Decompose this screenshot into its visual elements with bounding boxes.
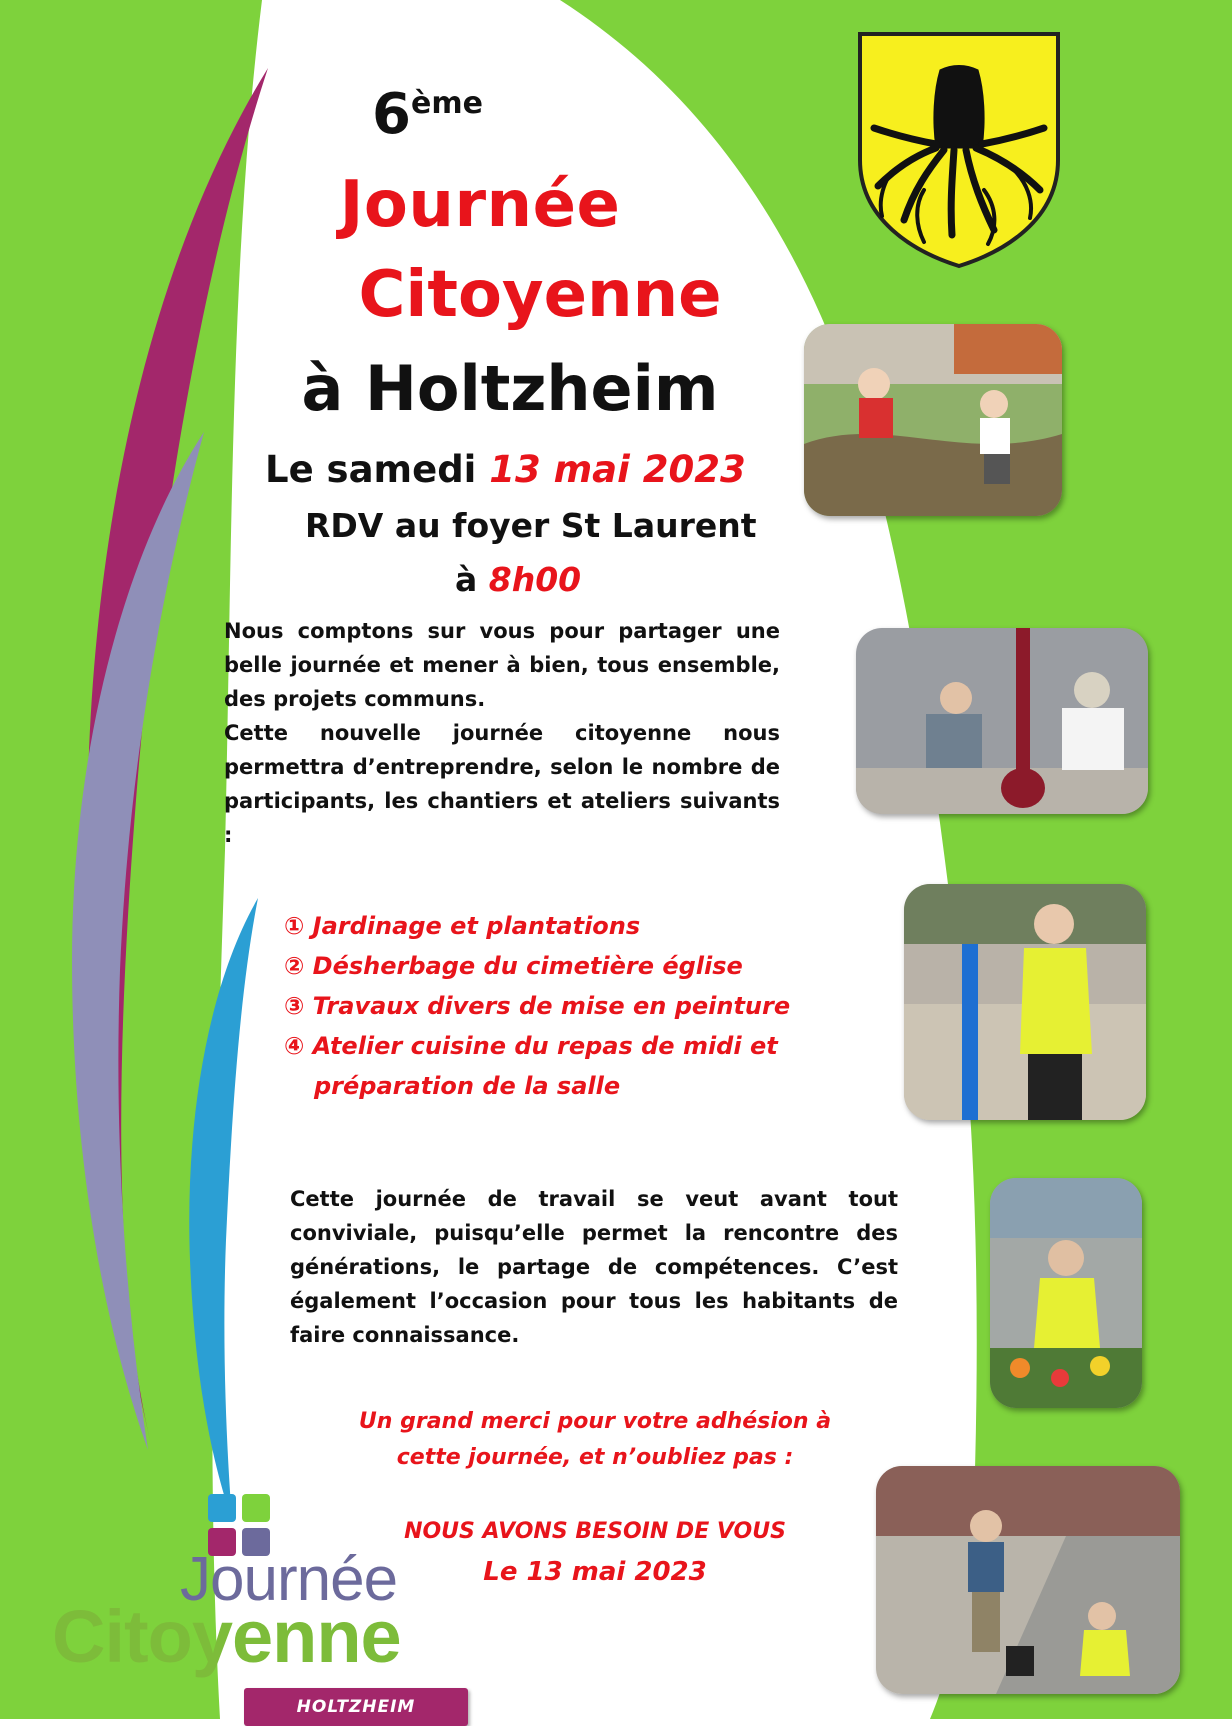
- logo-town-banner: [244, 1688, 468, 1726]
- thanks-line-2: cette journée, et n’oubliez pas :: [396, 1445, 794, 1470]
- activities-list: [284, 906, 844, 1106]
- edition-suffix: ème: [410, 86, 483, 121]
- intro-text: [224, 614, 780, 852]
- logo-word-journee: Journée: [180, 1545, 398, 1614]
- meeting-place: RDV au foyer St Laurent: [305, 506, 757, 545]
- logo-town-name: HOLTZHEIM: [296, 1697, 416, 1717]
- activity-item: ① Jardinage et plantations: [284, 912, 641, 940]
- photo-volunteer-vest: [904, 884, 1146, 1120]
- logo-square-tree-icon: [242, 1494, 270, 1522]
- journee-citoyenne-logo: [52, 1494, 492, 1717]
- intro-paragraph-1: Nous comptons sur vous pour partager une belle journée et mener à bien, tous ensemble, des projets communs.: [224, 619, 780, 711]
- photo-cemetery-work: [876, 1466, 1180, 1694]
- intro-paragraph-2: Cette nouvelle journée citoyenne nous permettra d’entreprendre, selon le nombre de participants, les chantiers et ateliers suivants :: [224, 721, 780, 847]
- photo-painting-lamppost: [856, 628, 1148, 814]
- event-date: Le samedi 13 mai 2023: [265, 448, 746, 491]
- thanks-line-1: Un grand merci pour votre adhésion à: [358, 1409, 832, 1434]
- edition-number: 6ème: [372, 82, 483, 147]
- need-you-line: NOUS AVONS BESOIN DE VOUS: [404, 1519, 786, 1544]
- photo-flower-bed: [990, 1178, 1142, 1408]
- activity-item-continuation: préparation de la salle: [314, 1072, 621, 1100]
- logo-square-people-icon: [208, 1494, 236, 1522]
- conviviality-text: Cette journée de travail se veut avant tout conviviale, puisqu’elle permet la rencontre des générations, le partage de compétences. C’est également l’occasion pour tous les habitants de faire connaissance.: [290, 1187, 898, 1347]
- closing-date: Le 13 mai 2023: [483, 1557, 707, 1587]
- activity-item: ② Désherbage du cimetière église: [284, 952, 743, 980]
- logo-word-citoyenne: Citoyenne: [52, 1595, 401, 1678]
- event-date-value: 13 mai 2023: [489, 448, 746, 491]
- activity-item: ④ Atelier cuisine du repas de midi et: [284, 1032, 778, 1060]
- thanks-text: [330, 1404, 860, 1476]
- activity-item: ③ Travaux divers de mise en peinture: [284, 992, 791, 1020]
- title-citoyenne: Citoyenne: [358, 258, 722, 332]
- photo-gardening-slope: [804, 324, 1062, 516]
- meeting-time-value: 8h00: [488, 560, 582, 599]
- title-journee: Journée: [339, 168, 621, 242]
- title-holtzheim: à Holtzheim: [301, 352, 719, 425]
- coat-of-arms: [854, 30, 1064, 270]
- meeting-time: à 8h00: [455, 560, 582, 599]
